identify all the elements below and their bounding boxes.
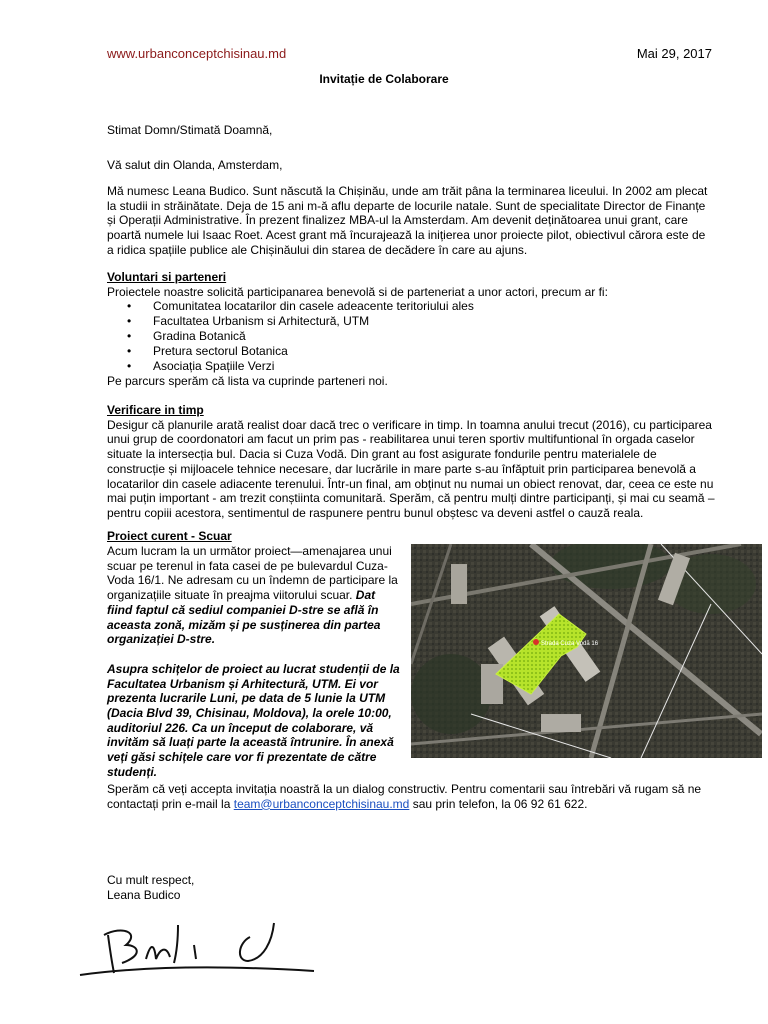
- document-title: Invitație de Colaborare: [319, 72, 449, 86]
- greeting-text: Vă salut din Olanda, Amsterdam,: [107, 158, 283, 172]
- volunteers-heading: Voluntari si parteneri: [107, 270, 227, 284]
- list-item: • Gradina Botanică: [107, 329, 715, 344]
- salutation-text: Stimat Domn/Stimată Doamnă,: [107, 123, 273, 137]
- satellite-map-image: [411, 544, 762, 758]
- regards-text: Cu mult respect,: [107, 873, 195, 887]
- intro-paragraph: [107, 184, 715, 258]
- signoff: [107, 873, 715, 902]
- closing-text-before: Sperăm că veți accepta invitația noastră la un dialog constructiv. Pentru comentarii sau întrebări vă rugam să ne contactați prin e-mail la: [107, 782, 702, 811]
- volunteers-section: [107, 270, 715, 389]
- signer-name: Leana Budico: [107, 887, 181, 902]
- verification-section: [107, 403, 715, 521]
- partners-list: [107, 299, 715, 374]
- list-item: • Comunitatea locatarilor din casele adeacente teritoriului ales: [107, 299, 715, 314]
- closing-text: [107, 782, 715, 811]
- list-item: • Pretura sectorul Botanica: [107, 344, 715, 359]
- project-bold-text: Dat fiind faptul că sediul companiei D-stre se află în aceasta zonă, mizăm și pe susținerea din partea organizației D-stre.: [107, 588, 381, 647]
- closing-text-after: sau prin telefon, la 06 92 61 622.: [409, 796, 588, 811]
- website-url[interactable]: www.urbanconceptchisinau.md: [107, 46, 287, 61]
- closing-paragraph: [107, 782, 715, 811]
- list-item: • Facultatea Urbanism si Arhitectură, UTM: [107, 314, 715, 329]
- verification-heading: Verificare in timp: [107, 403, 204, 417]
- volunteers-closing: Pe parcurs sperăm că lista va cuprinde parteneri noi.: [107, 374, 388, 389]
- project-heading: Proiect curent - Scuar: [107, 529, 232, 543]
- project-heading-wrap: [107, 529, 715, 544]
- letter-date: Mai 29, 2017: [636, 46, 712, 61]
- map-graphic: [411, 544, 762, 758]
- verification-body: Desigur că planurile arată realist doar dacă trec o verificare in timp. In toamna anului trecut (2016), cu participarea unui grup de coordonatori am facut un prim pas - reabilitarea unui teren sportiv multifuntional în orgada caselor situate la intersecția bul. Dacia si Cuza Vodă. Din grant au fost asigurate fondurile pentru materialele de construcție și mijloacele tehnice necesare, dar lucrările in mare parte s-au înfăptuit prin participarea benevolă a locatarilor din casele adiacente terenului. Într-un final, am obținut nu numai un obiect renovat, dar, ceea ce este nu mai puțin important - am trezit conștiinta comunitară. Sperăm, că pentru mulți dintre participanți, și mai cu seamă – pentru copiii acestora, sentimentul de raspunere pentru bunul obștesc va deveni astfel o cauză reala.: [107, 417, 715, 520]
- salutation: [107, 123, 715, 138]
- email-link[interactable]: team@urbanconceptchisinau.md: [233, 796, 410, 811]
- map-place-label: Strada Cuza Vodă 16: [541, 641, 599, 647]
- volunteers-lead: Proiectele noastre solicită participanarea benevolă si de parteneriat a unor actori, precum ar fi:: [107, 284, 608, 299]
- handwritten-signature: [78, 915, 318, 990]
- list-item: • Asociația Spațiile Verzi: [107, 359, 715, 374]
- project-paragraph-1: [107, 544, 402, 647]
- greeting: [107, 158, 715, 173]
- project-paragraph-2: Asupra schițelor de proiect au lucrat studenții de la Facultatea Urbanism și Arhitectură, UTM. Ei vor prezenta lucrarile Luni, pe data de 5 lunie la UTM (Dacia Blvd 39, Chisinau, Moldova), la orele 10:00, auditoriul 226. Ca un început de colaborare, vă invităm să luați parte la această întrunire. În anexă veți găsi schițele care vor fi prezentate de către studenți.: [107, 661, 400, 779]
- project-body: [107, 544, 402, 780]
- project-plain-text: Acum lucram la un următor proiect—amenajarea unui scuar pe terenul in fata casei de pe bulevardul Cuza-Voda 16/1. Ne adresam cu un îndemn de participare la organizațiile situate în preajma viitorului scuar.: [107, 544, 398, 603]
- intro-text: Mă numesc Leana Budico. Sunt născută la Chișinău, unde am trăit pâna la terminarea liceului. In 2002 am plecat la studii in străinătate. Deja de 15 ani m-ă aflu departe de locurile natale. Sunt de specialitate Director de Finanțe și Operații Administrative. În prezent finalizez MBA-ul la Amsterdam. Am devenit deținătoarea unui grant, care poartă numele lui Isaac Roet. Acest grant mă încurajează la inițierea unor proiecte pilot, obiectivul cărora este de a ridica spațiile publice ale Chișinăului din starea de decădere în care au ajuns.: [107, 184, 708, 257]
